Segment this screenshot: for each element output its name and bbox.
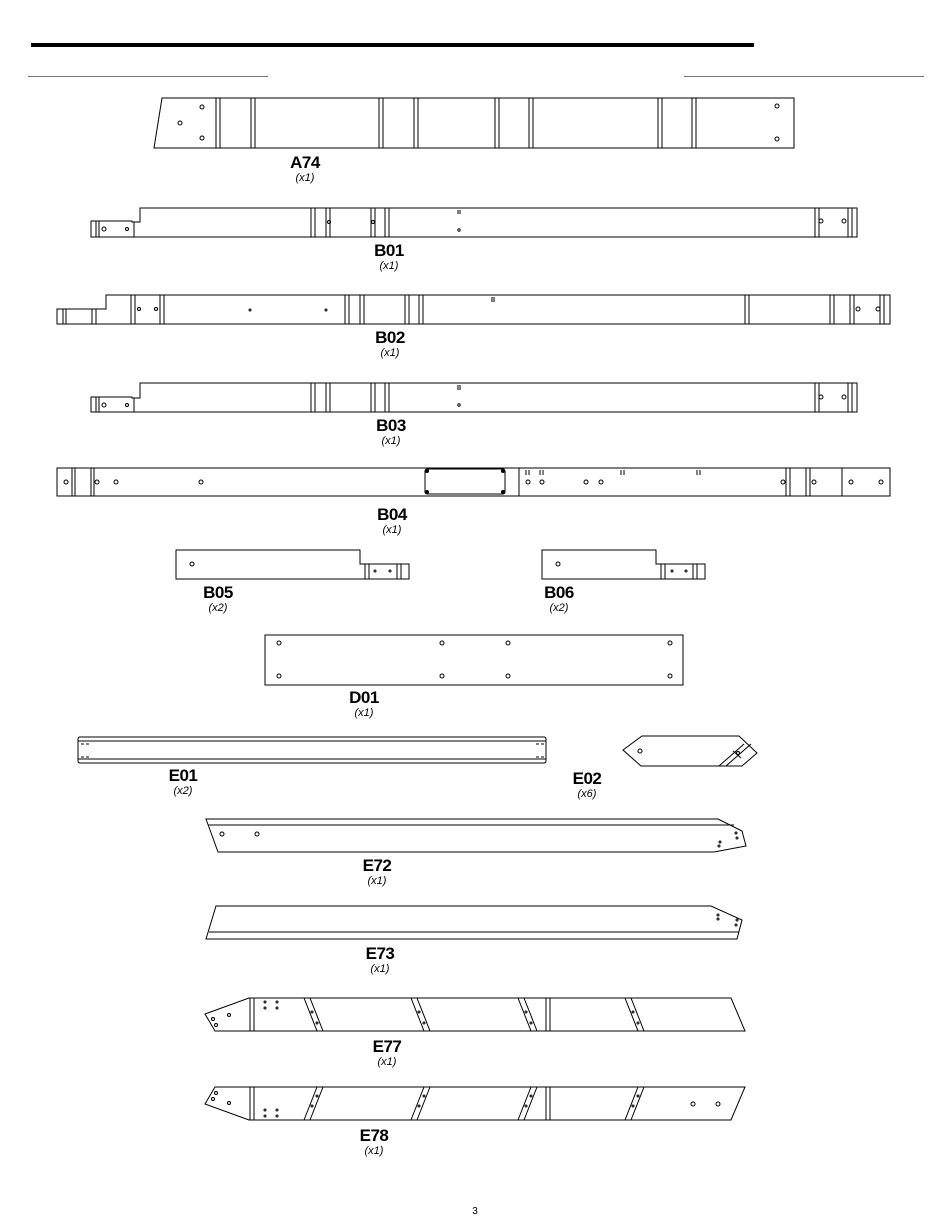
part-label-e77 [373,1038,402,1069]
part-code: E01 [168,766,198,785]
part-label-b04 [377,506,407,537]
part-label-a74 [290,154,320,185]
part-quantity: (x1) [377,1056,397,1068]
part-e73-drawing [206,906,742,939]
part-label-e01 [169,767,198,798]
part-code: E78 [359,1126,389,1145]
page-number: 3 [472,1206,478,1217]
part-quantity: (x2) [173,785,193,797]
part-quantity: (x2) [208,602,228,614]
part-label-e02 [573,770,602,801]
part-e77-drawing [205,998,745,1031]
part-label-b02 [375,329,405,360]
part-e02-drawing [623,736,757,766]
part-label-b01 [374,242,404,273]
part-b04-drawing [57,468,890,496]
part-label-e72 [363,857,392,888]
part-label-b05 [203,584,233,615]
part-quantity: (x1) [354,707,374,719]
part-label-d01 [349,689,379,720]
part-b03-drawing [91,383,857,412]
part-quantity: (x1) [382,524,402,536]
part-code: A74 [290,153,320,172]
part-code: B02 [375,328,405,347]
part-label-e73 [366,945,395,976]
part-code: E72 [362,856,392,875]
part-code: B04 [377,505,407,524]
part-code: E02 [572,769,602,788]
part-code: D01 [349,688,379,707]
part-b05-drawing [176,550,409,579]
part-e01-drawing [78,737,546,763]
part-e72-drawing [206,819,746,852]
part-b02-drawing [57,295,890,324]
part-quantity: (x1) [380,347,400,359]
part-code: B05 [203,583,233,602]
part-label-b06 [544,584,574,615]
part-quantity: (x1) [370,963,390,975]
part-code: B03 [376,416,406,435]
part-quantity: (x2) [549,602,569,614]
part-label-e78 [360,1127,389,1158]
part-a74-drawing [154,98,794,148]
part-d01-drawing [265,635,683,685]
part-e78-drawing [205,1087,745,1120]
part-b06-drawing [542,550,705,579]
part-quantity: (x1) [367,875,387,887]
part-quantity: (x6) [577,788,597,800]
part-b01-drawing [91,208,857,237]
part-quantity: (x1) [381,435,401,447]
part-quantity: (x1) [379,260,399,272]
part-code: E73 [365,944,395,963]
part-label-b03 [376,417,406,448]
part-code: E77 [372,1037,402,1056]
part-code: B01 [374,241,404,260]
part-code: B06 [544,583,574,602]
part-quantity: (x1) [364,1145,384,1157]
part-quantity: (x1) [295,172,315,184]
